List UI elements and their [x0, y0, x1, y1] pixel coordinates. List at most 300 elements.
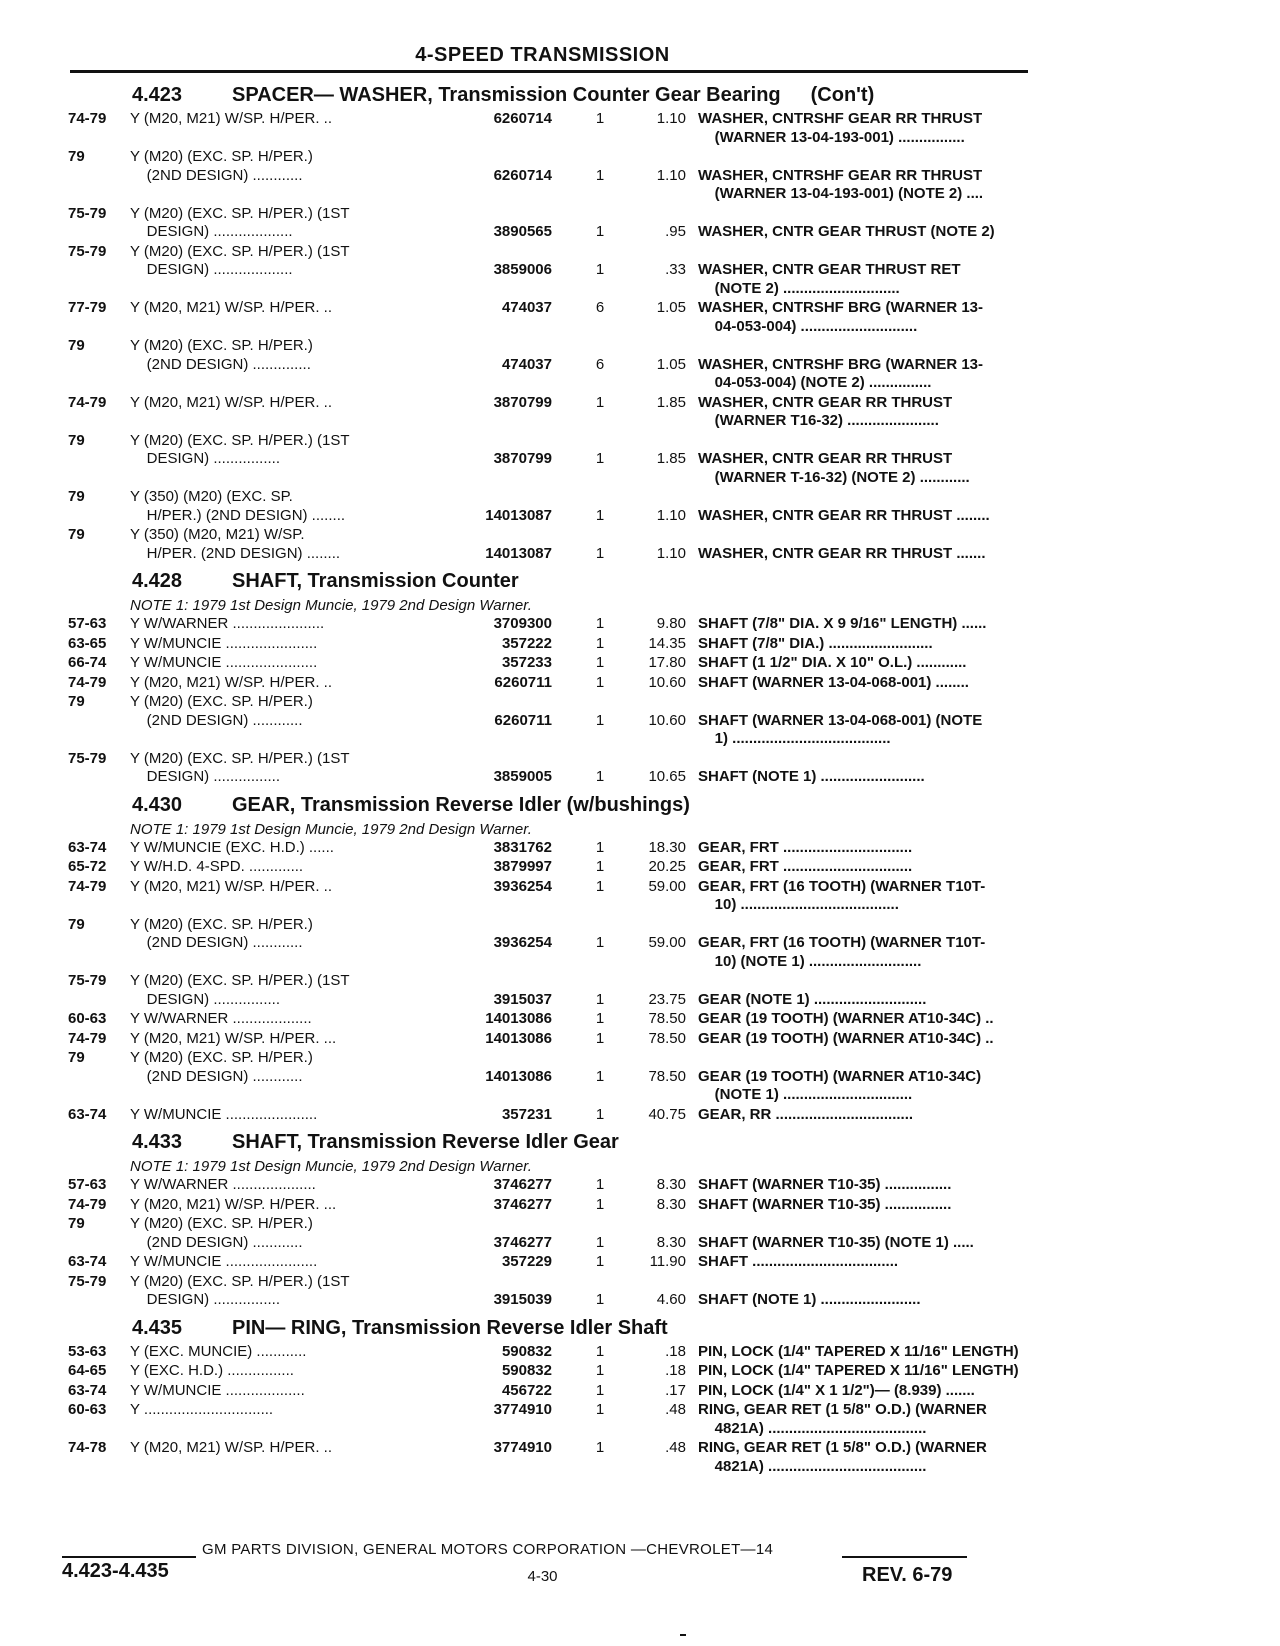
section-header [68, 564, 1028, 596]
model-years: 53-63 [68, 1342, 107, 1360]
quantity: 1 [595, 450, 605, 467]
model-years: 63-74 [68, 838, 107, 856]
section-title-text: SHAFT, Transmission Counter [232, 570, 519, 592]
part-number: 3936254 [386, 934, 552, 953]
description-line: SHAFT (WARNER 13-04-068-001) ........ [698, 673, 969, 691]
quantity: 1 [595, 166, 605, 184]
description-line: SHAFT (WARNER 13-04-068-001) (NOTE [698, 711, 983, 729]
part-row [68, 432, 1028, 489]
application-line: (2ND DESIGN) ............ [130, 1067, 303, 1085]
part-number: 3709300 [386, 615, 552, 634]
description-line: WASHER, CNTR GEAR RR THRUST [698, 393, 953, 411]
part-number: 3870799 [386, 394, 552, 413]
application-line: Y W/WARNER .................... [130, 1176, 316, 1193]
application-line: DESIGN) ................... [130, 261, 293, 278]
application-line: Y W/MUNCIE ...................... [130, 1105, 318, 1123]
description-line [698, 205, 1028, 224]
part-description [698, 1215, 1028, 1252]
section-number: 4.435 [132, 1316, 183, 1339]
footer-page-number: 4-30 [527, 1568, 558, 1585]
part-description [698, 1196, 1028, 1215]
part-row [68, 526, 1028, 564]
model-years: 66-74 [68, 654, 107, 671]
application-line: Y ............................... [130, 1401, 274, 1418]
list-price: 40.75 [648, 1105, 686, 1123]
quantity: 1 [595, 654, 605, 671]
part-number: 3774910 [386, 1401, 552, 1420]
quantity: 1 [595, 990, 605, 1008]
description-line: SHAFT (WARNER T10-35) (NOTE 1) ..... [698, 1233, 974, 1251]
application-line: DESIGN) ................ [130, 768, 281, 785]
description-line: GEAR, RR ................................. [698, 1105, 914, 1123]
section-title-text: GEAR, Transmission Reverse Idler (w/bushings) [232, 793, 690, 816]
application-line: Y (M20) (EXC. SP. H/PER.) [130, 1215, 313, 1232]
application-line: Y (M20) (EXC. SP. H/PER.) (1ST [130, 242, 350, 260]
description-line: WASHER, CNTRSHF GEAR RR THRUST [698, 166, 983, 184]
description-line: GEAR, FRT ............................... [698, 858, 913, 875]
section-title [232, 84, 874, 107]
quantity: 1 [595, 1233, 605, 1251]
application-line: DESIGN) ................ [130, 450, 281, 467]
part-row [68, 878, 1028, 916]
quantity: 1 [595, 1342, 605, 1360]
part-description [698, 1439, 1028, 1476]
part-row [68, 1030, 1028, 1050]
application-line: DESIGN) ................ [130, 990, 281, 1008]
list-price: 1.85 [656, 393, 686, 411]
part-row [68, 750, 1028, 788]
application-line: Y (M20, M21) W/SP. H/PER. ... [130, 1029, 337, 1047]
part-row [68, 1215, 1028, 1253]
part-row [68, 1439, 1028, 1477]
application-line: Y (M20) (EXC. SP. H/PER.) (1ST [130, 204, 350, 222]
part-row [68, 858, 1028, 878]
section-header [68, 788, 1028, 820]
model-years: 74-79 [68, 877, 107, 895]
list-price: .48 [665, 1439, 686, 1456]
part-number: 357222 [386, 635, 552, 654]
description-line: WASHER, CNTRSHF BRG (WARNER 13- [698, 299, 984, 316]
application-line: Y (M20, M21) W/SP. H/PER. .. [130, 877, 333, 895]
part-description [698, 839, 1028, 858]
description-line: 04-053-004) (NOTE 2) ............... [698, 374, 932, 391]
application-line: DESIGN) ................ [130, 1291, 281, 1308]
part-number: 3936254 [386, 878, 552, 897]
model-years: 74-79 [68, 673, 107, 691]
part-description [698, 916, 1028, 972]
description-line: 4821A) ...................................... [698, 1457, 927, 1475]
part-row [68, 243, 1028, 300]
list-price: .95 [665, 223, 686, 240]
application-line: Y (M20) (EXC. SP. H/PER.) [130, 693, 313, 710]
section-title [232, 1131, 619, 1154]
model-years: 64-65 [68, 1362, 107, 1379]
quantity: 1 [595, 1439, 605, 1456]
application-line: Y (M20, M21) W/SP. H/PER. .. [130, 673, 333, 691]
part-row [68, 1253, 1028, 1273]
part-number: 474037 [386, 356, 552, 375]
section-number: 4.423 [132, 84, 183, 106]
footer-division: GM PARTS DIVISION, GENERAL MOTORS CORPORATION —CHEVROLET—14 [202, 1541, 774, 1558]
part-row [68, 1010, 1028, 1030]
description-line [698, 243, 1028, 262]
quantity: 1 [595, 858, 605, 875]
part-description [698, 299, 1028, 336]
model-years: 57-63 [68, 615, 107, 632]
section-title-text: SHAFT, Transmission Reverse Idler Gear [232, 1131, 619, 1153]
list-price: 1.85 [656, 450, 686, 467]
description-line: (WARNER 13-04-193-001) ................ [698, 128, 965, 146]
section-continued: (Con't) [810, 84, 875, 106]
application-line: Y (M20, M21) W/SP. H/PER. .. [130, 1439, 333, 1456]
part-description [698, 488, 1028, 525]
description-line: GEAR (NOTE 1) ........................... [698, 990, 927, 1008]
application-line: (2ND DESIGN) ............ [130, 1233, 303, 1251]
model-years: 60-63 [68, 1401, 107, 1418]
section-header [68, 1125, 1028, 1157]
quantity: 1 [595, 934, 605, 951]
part-number: 6260711 [386, 712, 552, 731]
model-years: 74-79 [68, 1029, 107, 1047]
application-line: Y (EXC. MUNCIE) ............ [130, 1342, 307, 1360]
part-number: 456722 [386, 1382, 552, 1401]
part-number: 14013087 [386, 545, 552, 564]
model-years: 79 [68, 1215, 85, 1232]
model-years: 75-79 [68, 242, 107, 260]
model-years: 79 [68, 915, 85, 933]
description-line: (WARNER 13-04-193-001) (NOTE 2) .... [698, 185, 984, 202]
part-number: 590832 [386, 1343, 552, 1362]
part-number: 357231 [386, 1106, 552, 1125]
list-price: 14.35 [648, 634, 686, 652]
part-row [68, 394, 1028, 432]
section-note: NOTE 1: 1979 1st Design Muncie, 1979 2nd Design Warner. [130, 1158, 532, 1175]
description-line: GEAR (19 TOOTH) (WARNER AT10-34C) .. [698, 1029, 994, 1047]
list-price: 8.30 [656, 1176, 686, 1193]
application-line: Y (M20, M21) W/SP. H/PER. ... [130, 1195, 337, 1213]
description-line [698, 488, 1028, 507]
list-price: 59.00 [648, 934, 686, 951]
application-line: Y (M20) (EXC. SP. H/PER.) (1ST [130, 1272, 350, 1290]
part-description [698, 615, 1028, 634]
quantity: 1 [595, 1253, 605, 1270]
description-line: GEAR, FRT (16 TOOTH) (WARNER T10T- [698, 877, 986, 895]
part-row [68, 654, 1028, 674]
section-title-text: SPACER— WASHER, Transmission Counter Gear Bearing [232, 84, 781, 106]
description-line: 4821A) ...................................... [698, 1419, 927, 1437]
description-line [698, 1049, 1028, 1068]
description-line [698, 1215, 1028, 1234]
part-number: 6260714 [386, 167, 552, 186]
part-description [698, 1176, 1028, 1195]
description-line: 10) ...................................... [698, 896, 899, 913]
part-description [698, 243, 1028, 299]
part-description [698, 1362, 1028, 1381]
part-description [698, 635, 1028, 654]
quantity: 1 [595, 1067, 605, 1085]
quantity: 1 [595, 223, 605, 240]
application-line: Y (M20, M21) W/SP. H/PER. .. [130, 299, 333, 316]
part-description [698, 205, 1028, 242]
quantity: 1 [595, 1105, 605, 1123]
parts-list [68, 78, 1028, 1477]
section-number: 4.430 [132, 793, 183, 816]
description-line: 10) (NOTE 1) ........................... [698, 952, 922, 970]
part-row [68, 148, 1028, 205]
description-line: WASHER, CNTRSHF GEAR RR THRUST [698, 110, 983, 127]
footer-rule-left [62, 1556, 196, 1558]
list-price: 10.60 [648, 711, 686, 729]
part-row [68, 615, 1028, 635]
part-description [698, 693, 1028, 749]
footer-revision: REV. 6-79 [862, 1564, 953, 1586]
description-line: RING, GEAR RET (1 5/8" O.D.) (WARNER [698, 1401, 987, 1418]
description-line: GEAR (19 TOOTH) (WARNER AT10-34C) [698, 1067, 982, 1085]
description-line: WASHER, CNTR GEAR RR THRUST ........ [698, 506, 990, 524]
description-line [698, 693, 1028, 712]
model-years: 63-65 [68, 634, 107, 652]
description-line [698, 148, 1028, 167]
model-years: 74-79 [68, 393, 107, 411]
description-line: SHAFT (NOTE 1) ........................ [698, 1291, 921, 1308]
scan-mark [680, 1634, 686, 1636]
application-line: Y W/H.D. 4-SPD. ............. [130, 858, 304, 875]
description-line: GEAR (19 TOOTH) (WARNER AT10-34C) .. [698, 1010, 994, 1027]
description-line: (WARNER T-16-32) (NOTE 2) ............ [698, 468, 970, 486]
part-number: 6260711 [386, 674, 552, 693]
part-description [698, 674, 1028, 693]
list-price: 10.60 [648, 673, 686, 691]
list-price: 9.80 [656, 615, 686, 632]
page-title: 4-SPEED TRANSMISSION [415, 44, 670, 66]
description-line: SHAFT (WARNER T10-35) ................ [698, 1176, 952, 1193]
model-years: 63-74 [68, 1253, 107, 1270]
quantity: 1 [595, 1291, 605, 1308]
model-years: 65-72 [68, 858, 107, 875]
section-header [68, 78, 1028, 110]
application-line: Y W/WARNER ...................... [130, 615, 325, 632]
model-years: 63-74 [68, 1381, 107, 1399]
part-description [698, 1253, 1028, 1272]
description-line: SHAFT (1 1/2" DIA. X 10" O.L.) ............ [698, 654, 967, 671]
application-line: Y (M20) (EXC. SP. H/PER.) (1ST [130, 749, 350, 767]
model-years: 74-79 [68, 110, 107, 127]
part-number: 3746277 [386, 1234, 552, 1253]
part-number: 6260714 [386, 110, 552, 129]
application-line: Y (M20) (EXC. SP. H/PER.) [130, 148, 313, 165]
part-description [698, 1401, 1028, 1438]
section-note: NOTE 1: 1979 1st Design Muncie, 1979 2nd Design Warner. [130, 820, 532, 838]
quantity: 1 [595, 1381, 605, 1399]
quantity: 1 [595, 110, 605, 127]
footer-rule-right [842, 1556, 967, 1558]
application-line: (2ND DESIGN) ............ [130, 934, 303, 951]
model-years: 75-79 [68, 972, 107, 989]
application-line: H/PER. (2ND DESIGN) ........ [130, 544, 341, 562]
part-number: 3879997 [386, 858, 552, 877]
model-years: 79 [68, 431, 85, 449]
part-description [698, 972, 1028, 1009]
part-description [698, 432, 1028, 488]
section-note: NOTE 1: 1979 1st Design Muncie, 1979 2nd Design Warner. [130, 597, 532, 614]
part-row [68, 693, 1028, 750]
part-number: 3915037 [386, 991, 552, 1010]
description-line [698, 750, 1028, 769]
list-price: .33 [665, 261, 686, 278]
part-description [698, 1049, 1028, 1105]
part-row [68, 1106, 1028, 1126]
part-description [698, 1382, 1028, 1401]
part-number: 14013086 [386, 1068, 552, 1087]
description-line: (NOTE 1) ............................... [698, 1086, 913, 1103]
section-title-text: PIN— RING, Transmission Reverse Idler Shaft [232, 1316, 668, 1339]
list-price: 78.50 [648, 1067, 686, 1085]
section-title [232, 794, 690, 817]
quantity: 1 [595, 261, 605, 278]
description-line: SHAFT ................................... [698, 1253, 899, 1270]
list-price: 1.10 [656, 110, 686, 127]
part-description [698, 1273, 1028, 1310]
application-line: Y W/MUNCIE ...................... [130, 654, 318, 671]
model-years: 74-78 [68, 1439, 107, 1456]
part-description [698, 148, 1028, 204]
list-price: .18 [665, 1342, 686, 1360]
model-years: 75-79 [68, 749, 107, 767]
application-line: Y (M20, M21) W/SP. H/PER. .. [130, 393, 333, 411]
list-price: 18.30 [648, 838, 686, 856]
application-line: (2ND DESIGN) ............ [130, 711, 303, 729]
list-price: 20.25 [648, 858, 686, 875]
part-number: 14013087 [386, 507, 552, 526]
application-line: DESIGN) ................... [130, 223, 293, 240]
part-number: 3746277 [386, 1176, 552, 1195]
model-years: 79 [68, 488, 85, 505]
model-years: 75-79 [68, 1272, 107, 1290]
part-row [68, 1196, 1028, 1216]
list-price: 8.30 [656, 1195, 686, 1213]
application-line: Y (M20) (EXC. SP. H/PER.) [130, 1049, 313, 1066]
part-row [68, 916, 1028, 973]
part-row [68, 299, 1028, 337]
model-years: 60-63 [68, 1010, 107, 1027]
description-line: WASHER, CNTRSHF BRG (WARNER 13- [698, 355, 984, 373]
list-price: 8.30 [656, 1233, 686, 1251]
quantity: 1 [595, 615, 605, 632]
list-price: 1.10 [656, 544, 686, 562]
part-row [68, 110, 1028, 148]
quantity: 1 [595, 393, 605, 411]
description-line: (WARNER T16-32) ...................... [698, 412, 939, 429]
application-line: (2ND DESIGN) ............ [130, 166, 303, 184]
section-title [232, 1317, 668, 1340]
part-row [68, 1401, 1028, 1439]
description-line: 1) ...................................... [698, 730, 891, 747]
description-line: GEAR, FRT ............................... [698, 838, 913, 856]
model-years: 79 [68, 337, 85, 354]
model-years: 79 [68, 526, 85, 543]
list-price: .48 [665, 1401, 686, 1418]
application-line: Y (350) (M20, M21) W/SP. [130, 526, 305, 543]
part-row [68, 1049, 1028, 1106]
quantity: 1 [595, 838, 605, 856]
model-years: 79 [68, 1049, 85, 1066]
part-row [68, 1382, 1028, 1402]
part-description [698, 1030, 1028, 1049]
part-row [68, 205, 1028, 243]
list-price: 17.80 [648, 654, 686, 671]
section-title [232, 570, 519, 593]
quantity: 1 [595, 673, 605, 691]
part-description [698, 1106, 1028, 1125]
application-line: Y (M20) (EXC. SP. H/PER.) (1ST [130, 972, 350, 989]
part-description [698, 858, 1028, 877]
application-line: Y (EXC. H.D.) ................ [130, 1362, 294, 1379]
description-line [698, 337, 1028, 356]
part-number: 3859006 [386, 261, 552, 280]
description-line [698, 526, 1028, 545]
part-number: 14013086 [386, 1030, 552, 1049]
section-number: 4.433 [132, 1131, 183, 1153]
quantity: 1 [595, 768, 605, 785]
part-row [68, 488, 1028, 526]
part-description [698, 750, 1028, 787]
description-line [698, 1273, 1028, 1292]
description-line: SHAFT (7/8" DIA.) ......................... [698, 634, 933, 652]
application-line: Y W/MUNCIE (EXC. H.D.) ...... [130, 838, 334, 856]
part-number: 3746277 [386, 1196, 552, 1215]
part-description [698, 526, 1028, 563]
part-row [68, 1273, 1028, 1311]
part-row [68, 674, 1028, 694]
part-row [68, 635, 1028, 655]
quantity: 1 [595, 1029, 605, 1047]
application-line: Y W/WARNER ................... [130, 1010, 312, 1027]
list-price: 11.90 [649, 1253, 686, 1270]
title-rule [70, 70, 1028, 73]
list-price: 4.60 [656, 1291, 686, 1308]
list-price: 78.50 [648, 1010, 686, 1027]
description-line: WASHER, CNTR GEAR THRUST RET [698, 261, 961, 278]
application-line: Y W/MUNCIE ...................... [130, 1253, 318, 1270]
model-years: 63-74 [68, 1105, 107, 1123]
part-row [68, 1176, 1028, 1196]
part-row [68, 972, 1028, 1010]
list-price: .18 [665, 1362, 686, 1379]
description-line: SHAFT (NOTE 1) ......................... [698, 768, 925, 785]
description-line: WASHER, CNTR GEAR RR THRUST [698, 450, 953, 467]
application-line: (2ND DESIGN) .............. [130, 355, 311, 373]
part-number: 474037 [386, 299, 552, 318]
part-number: 3870799 [386, 450, 552, 469]
model-years: 79 [68, 693, 85, 710]
application-line: Y (M20) (EXC. SP. H/PER.) [130, 337, 313, 354]
part-number: 357233 [386, 654, 552, 673]
application-line: Y W/MUNCIE ...................... [130, 634, 318, 652]
description-line: PIN, LOCK (1/4" X 1 1/2")— (8.939) ....... [698, 1381, 975, 1399]
section-number: 4.428 [132, 570, 183, 592]
quantity: 1 [595, 1362, 605, 1379]
list-price: 1.10 [656, 506, 686, 524]
part-row [68, 1362, 1028, 1382]
quantity: 6 [595, 299, 605, 316]
description-line: GEAR, FRT (16 TOOTH) (WARNER T10T- [698, 934, 986, 951]
quantity: 1 [595, 634, 605, 652]
description-line: PIN, LOCK (1/4" TAPERED X 11/16" LENGTH) [698, 1362, 1019, 1379]
quantity: 1 [595, 506, 605, 524]
description-line: SHAFT (WARNER T10-35) ................ [698, 1195, 952, 1213]
part-row [68, 337, 1028, 394]
model-years: 75-79 [68, 204, 107, 222]
